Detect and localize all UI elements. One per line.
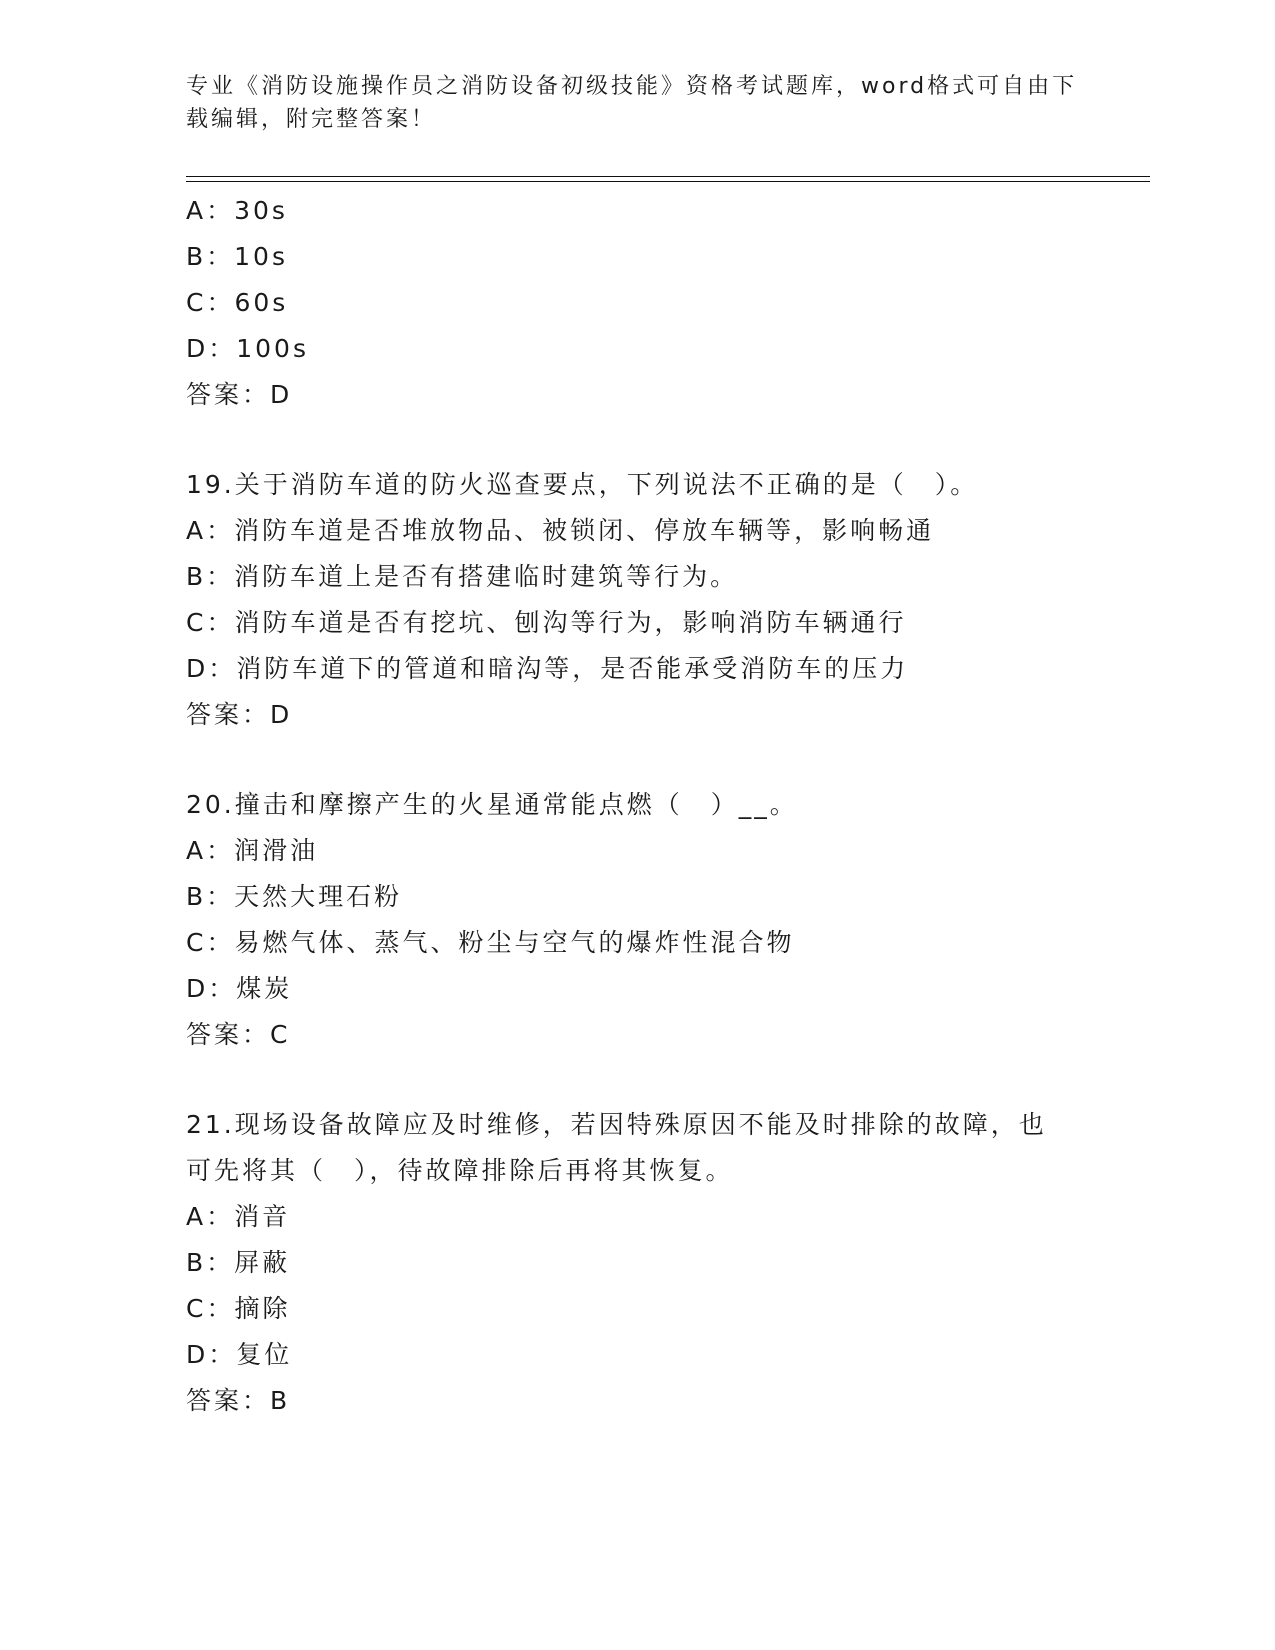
question-stem-line-1: 21.现场设备故障应及时维修，若因特殊原因不能及时排除的故障，也	[186, 1110, 1047, 1139]
question-stem-line-2: 可先将其（ ），待故障排除后再将其恢复。	[186, 1156, 734, 1185]
option-a: A：消音	[186, 1202, 291, 1231]
question-stem: 19.关于消防车道的防火巡查要点，下列说法不正确的是（ ）。	[186, 470, 979, 499]
answer: 答案：D	[186, 380, 293, 409]
header-line-2: 载编辑，附完整答案！	[186, 107, 437, 132]
question-19	[186, 462, 1186, 738]
question-20	[186, 782, 1186, 1058]
answer: 答案：D	[186, 700, 293, 729]
spacer	[186, 1058, 1186, 1102]
answer: 答案：B	[186, 1386, 291, 1415]
option-b: B：天然大理石粉	[186, 882, 403, 911]
option-d: D：100s	[186, 334, 309, 363]
question-stem: 20.撞击和摩擦产生的火星通常能点燃（ ）__。	[186, 790, 798, 819]
question-21	[186, 1102, 1186, 1424]
option-b: B：10s	[186, 242, 288, 271]
question-list	[186, 188, 1186, 1424]
option-c: C：60s	[186, 288, 289, 317]
option-a: A：润滑油	[186, 836, 319, 865]
answer: 答案：C	[186, 1020, 291, 1049]
document-header	[186, 70, 1086, 136]
option-a: A：30s	[186, 196, 288, 225]
question-18	[186, 188, 1186, 418]
spacer	[186, 418, 1186, 462]
option-c: C：摘除	[186, 1294, 291, 1323]
option-d: D：复位	[186, 1340, 293, 1369]
spacer	[186, 738, 1186, 782]
option-a: A：消防车道是否堆放物品、被锁闭、停放车辆等，影响畅通	[186, 516, 935, 545]
header-line-1: 专业《消防设施操作员之消防设备初级技能》资格考试题库，word格式可自由下	[186, 74, 1078, 99]
option-c: C：易燃气体、蒸气、粉尘与空气的爆炸性混合物	[186, 928, 795, 957]
option-b: B：屏蔽	[186, 1248, 291, 1277]
option-c: C：消防车道是否有挖坑、刨沟等行为，影响消防车辆通行	[186, 608, 907, 637]
option-b: B：消防车道上是否有搭建临时建筑等行为。	[186, 562, 739, 591]
option-d: D：煤炭	[186, 974, 293, 1003]
option-d: D：消防车道下的管道和暗沟等，是否能承受消防车的压力	[186, 654, 909, 683]
header-divider	[186, 176, 1150, 182]
